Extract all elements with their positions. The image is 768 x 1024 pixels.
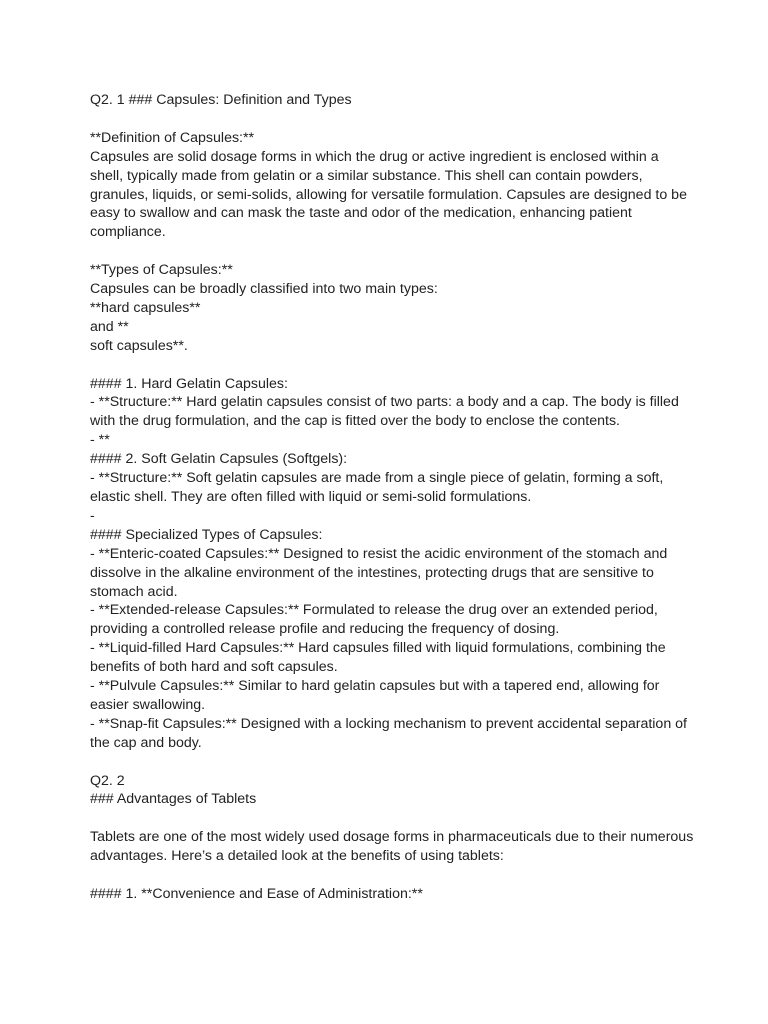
- text-line: Q2. 1 ### Capsules: Definition and Types: [90, 92, 352, 108]
- text-line: and **: [90, 318, 129, 335]
- text-line: compliance.: [90, 224, 166, 241]
- text-line: Capsules can be broadly classified into two main types:: [90, 281, 438, 298]
- text-line: granules, liquids, or semi-solids, allowing for versatile formulation. Capsules are designed to be: [90, 186, 687, 203]
- text-line: Tablets are one of the most widely used dosage forms in pharmaceuticals due to their numerous: [90, 829, 694, 846]
- text-line: easy to swallow and can mask the taste and odor of the medication, enhancing patient: [90, 205, 632, 222]
- blank-line: [90, 753, 690, 772]
- text-line: **hard capsules**: [90, 299, 201, 316]
- text-line: - **Enteric-coated Capsules:** Designed to resist the acidic environment of the stomach and: [90, 545, 668, 562]
- text-line: easier swallowing.: [90, 696, 206, 713]
- text-line: with the drug formulation, and the cap is fitted over the body to enclose the contents.: [90, 413, 620, 430]
- text-line: #### 2. Soft Gelatin Capsules (Softgels):: [90, 451, 348, 468]
- blank-line: [90, 242, 690, 261]
- text-line: stomach acid.: [90, 583, 178, 600]
- blank-line: [90, 866, 690, 885]
- text-line: #### 1. **Convenience and Ease of Administration:**: [90, 885, 423, 902]
- text-line: - **Extended-release Capsules:** Formulated to release the drug over an extended period,: [90, 602, 658, 619]
- text-line: - **Snap-fit Capsules:** Designed with a locking mechanism to prevent accidental separation of: [90, 715, 687, 732]
- text-line: - **Structure:** Soft gelatin capsules are made from a single piece of gelatin, forming a soft,: [90, 470, 664, 487]
- text-line: - **Pulvule Capsules:** Similar to hard gelatin capsules but with a tapered end, allowing for: [90, 678, 660, 695]
- text-line: - **Structure:** Hard gelatin capsules consist of two parts: a body and a cap. The body is filled: [90, 394, 679, 411]
- document-body: [90, 91, 694, 904]
- blank-line: [90, 110, 690, 129]
- text-line: **Types of Capsules:**: [90, 262, 233, 279]
- text-line: #### Specialized Types of Capsules:: [90, 526, 323, 543]
- text-line: providing a controlled release profile and reducing the frequency of dosing.: [90, 621, 560, 638]
- blank-line: [90, 356, 690, 375]
- text-line: benefits of both hard and soft capsules.: [90, 659, 338, 676]
- text-line: Capsules are solid dosage forms in which the drug or active ingredient is enclosed within a: [90, 148, 659, 165]
- text-line: soft capsules**.: [90, 337, 188, 354]
- text-line: elastic shell. They are often filled with liquid or semi-solid formulations.: [90, 488, 532, 505]
- text-line: - **Liquid-filled Hard Capsules:** Hard capsules filled with liquid formulations, combining the: [90, 640, 666, 657]
- text-line: ### Advantages of Tablets: [90, 791, 257, 808]
- text-line: shell, typically made from gelatin or a similar substance. This shell can contain powders,: [90, 167, 643, 184]
- blank-line: [90, 809, 690, 828]
- text-line: #### 1. Hard Gelatin Capsules:: [90, 375, 288, 392]
- text-line: dissolve in the alkaline environment of the intestines, protecting drugs that are sensitive to: [90, 564, 654, 581]
- text-line: the cap and body.: [90, 734, 202, 751]
- text-line: -: [90, 507, 95, 524]
- text-line: advantages. Here’s a detailed look at the benefits of using tablets:: [90, 848, 504, 865]
- text-line: Q2. 2: [90, 772, 125, 789]
- text-line: - **: [90, 432, 110, 449]
- text-line: **Definition of Capsules:**: [90, 129, 255, 146]
